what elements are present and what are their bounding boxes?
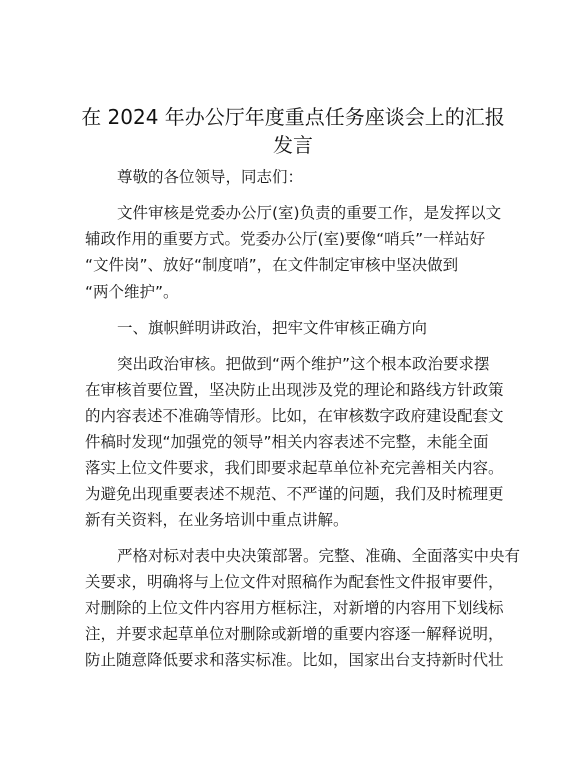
body-line: 的内容表述不准确等情形。比如，在审核数字政府建设配套文 [85, 407, 504, 425]
body-line: 对删除的上位文件内容用方框标注，对新增的内容用下划线标 [85, 599, 504, 617]
section-heading: 一、旗帜鲜明讲政治，把牢文件审核正确方向 [117, 319, 428, 337]
body-line: 文件审核是党委办公厅(室)负责的重要工作，是发挥以文 [117, 204, 502, 222]
body-line: 件稿时发现“加强党的领导”相关内容表述不完整，未能全面 [85, 433, 489, 451]
body-line: 落实上位文件要求，我们即要求起草单位补充完善相关内容。 [85, 459, 504, 477]
body-line: 为避免出现重要表述不规范、不严谨的问题，我们及时梳理更 [85, 485, 504, 503]
body-line: 在审核首要位置，坚决防止出现涉及党的理论和路线方针政策 [85, 381, 504, 399]
body-line: 辅政作用的重要方式。党委办公厅(室)要像“哨兵”一样站好 [85, 230, 486, 248]
body-line: “两个维护”。 [85, 283, 179, 301]
body-line: 突出政治审核。把做到“两个维护”这个根本政治要求摆 [117, 355, 490, 373]
salutation: 尊敬的各位领导，同志们： [117, 168, 304, 186]
document-title-line-2: 发言 [273, 133, 313, 157]
body-line: 关要求，明确将与上位文件对照稿作为配套性文件报审要件， [85, 573, 504, 591]
body-line: 注，并要求起草单位对删除或新增的重要内容逐一解释说明， [85, 625, 504, 643]
body-line: 严格对标对表中央决策部署。完整、准确、全面落实中央有 [117, 547, 521, 565]
document-title-line-1: 在 2024 年办公厅年度重点任务座谈会上的汇报 [81, 105, 505, 129]
body-line: “文件岗”、放好“制度哨”，在文件制定审核中坚决做到 [85, 256, 459, 274]
body-line: 防止随意降低要求和落实标准。比如，国家出台支持新时代壮 [85, 651, 504, 669]
body-line: 新有关资料，在业务培训中重点讲解。 [85, 511, 349, 529]
